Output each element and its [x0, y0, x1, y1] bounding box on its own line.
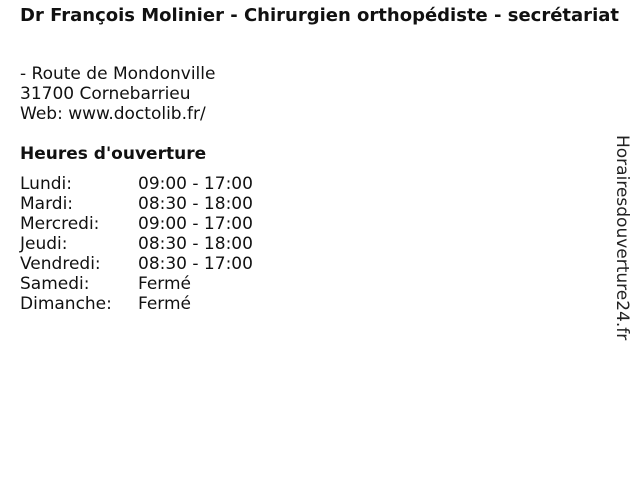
day-hours: Fermé	[138, 274, 192, 294]
day-hours: 08:30 - 18:00	[138, 234, 253, 254]
day-label: Dimanche:	[20, 294, 112, 314]
address-street: - Route de Mondonville	[20, 64, 216, 84]
day-label: Samedi:	[20, 274, 90, 294]
day-hours: 09:00 - 17:00	[138, 174, 253, 194]
day-hours: 08:30 - 18:00	[138, 194, 253, 214]
website-text: Web: www.doctolib.fr/	[20, 104, 206, 124]
day-label: Jeudi:	[20, 234, 68, 254]
hours-row-jeudi	[20, 234, 253, 254]
hours-row-dimanche	[20, 294, 253, 314]
day-label: Mardi:	[20, 194, 74, 214]
business-title: Dr François Molinier - Chirurgien orthopédiste - secrétariat	[20, 5, 619, 26]
day-label: Lundi:	[20, 174, 72, 194]
hours-row-samedi	[20, 274, 253, 294]
hours-row-mercredi	[20, 214, 253, 234]
business-address	[20, 64, 215, 124]
day-hours: Fermé	[138, 294, 192, 314]
day-label: Mercredi:	[20, 214, 100, 234]
day-hours: 08:30 - 17:00	[138, 254, 253, 274]
site-watermark: Horairesdouverture24.fr	[612, 135, 632, 341]
hours-row-vendredi	[20, 254, 253, 274]
address-city: 31700 Cornebarrieu	[20, 84, 191, 104]
hours-table	[20, 174, 253, 314]
day-label: Vendredi:	[20, 254, 101, 274]
hours-row-lundi	[20, 174, 253, 194]
day-hours: 09:00 - 17:00	[138, 214, 253, 234]
hours-row-mardi	[20, 194, 253, 214]
hours-heading: Heures d'ouverture	[20, 144, 207, 164]
